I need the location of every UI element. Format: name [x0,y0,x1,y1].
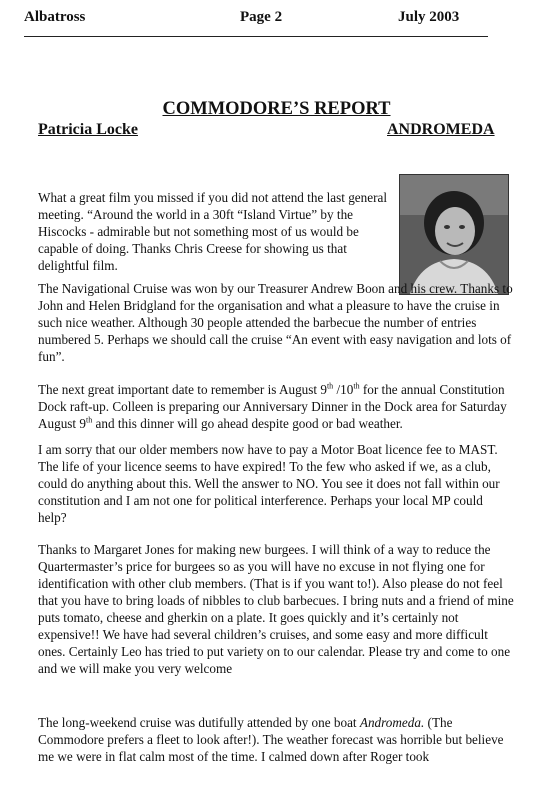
report-boat: ANDROMEDA [387,121,495,138]
report-title: COMMODORE’S REPORT [162,99,391,119]
paragraph-burgees: Thanks to Margaret Jones for making new burgees. I will think of a way to reduce the Quartermaster’s price for burgees so as you will have no excuse in not flying one for identification with other club members. (That is if you want to!). Also please do not feel that you have to bring loads of nibbles to club barbecues. I bring nuts and a friend of mine puts tomato, cheese and gherkin on a plate. It goes quickly and it’s certainly not expensive!! We have had several children’s cruises, and some easy and more difficult ones. Certainly Leo has tried to put variety on to our calendar. Please try and come to one and we will make you very welcome [38,542,514,676]
cruise-text-2: (The Commodore prefers a fleet to look after!). The weather forecast was horrible but believe me we were in flat calm most of the time. I calmed down after Roger took [38,715,504,764]
newsletter-name: Albatross [24,9,86,25]
issue-date: July 2003 [398,9,460,25]
raft-up-text-3: for the annual Constitution Dock raft-up. Colleen is preparing our Anniversary Dinner in the Dock area for Saturday August 9 [38,382,507,431]
boat-name: Andromeda. [359,715,425,730]
cruise-text-1: The long-weekend cruise was dutifully attended by one boat [38,715,360,730]
header-rule [24,36,488,37]
paragraph-long-weekend-cruise [38,714,514,765]
paragraph-raft-up [38,381,514,432]
ordinal-suffix: th [353,381,360,391]
ordinal-suffix: th [326,381,334,391]
page-number: Page 2 [240,9,283,25]
paragraph-film: What a great film you missed if you did not attend the last general meeting. “Around the world in a 30ft “Island Virtue” by the Hiscocks - admirable but not something most of us would be capable of doing. Thanks Chris Creese for showing us that delightful film. [38,190,388,273]
commodore-portrait-photo [399,174,509,295]
raft-up-text-2: /10 [333,382,354,397]
raft-up-text-4: and this dinner will go ahead despite good or bad weather. [92,416,403,431]
paragraph-navigational-cruise: The Navigational Cruise was won by our Treasurer Andrew Boon and his crew. Thanks to John and Helen Bridgland for the organisation and what a pleasure to have the cruise in such nice weather. Although 30 people attended the barbecue the number of entries numbered 5. Perhaps we should call the cruise “An event with easy navigation and lots of fun”. [38,281,513,364]
ordinal-suffix: th [86,415,93,425]
report-author: Patricia Locke [38,121,138,138]
paragraph-licence-fee: I am sorry that our older members now have to pay a Motor Boat licence fee to MAST. The life of your licence seems to have expired! To the few who asked if we, as a club, could do anything about this. Well the answer to NO. You see it does not fall within our constitution and I am not one for political interference. Perhaps your local MP could help? [38,442,500,525]
portrait-photo-icon [400,175,508,294]
raft-up-text-1: The next great important date to remember is August 9 [38,382,327,397]
